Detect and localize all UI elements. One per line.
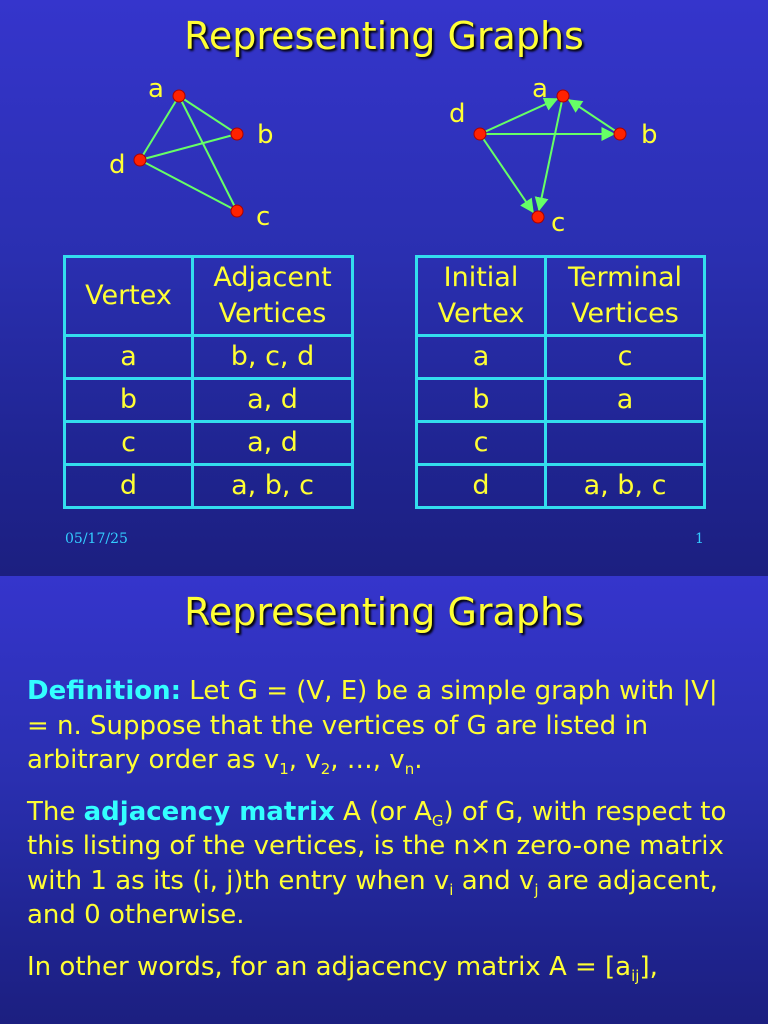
- label-a: a: [148, 74, 164, 104]
- cell-terminal: a: [546, 379, 705, 422]
- edge-a-c: [179, 96, 237, 211]
- footer-date: 05/17/25: [65, 531, 128, 547]
- text-run: .: [414, 745, 423, 775]
- header-terminal-vertices: [546, 257, 705, 336]
- header-line-2: Vertex: [437, 298, 525, 329]
- edge-d-c: [140, 160, 237, 211]
- vertex-b: [231, 128, 243, 140]
- subscript: ij: [631, 966, 640, 985]
- adjacency-list-table: [63, 255, 354, 509]
- label-c: c: [256, 202, 271, 232]
- label-c: c: [551, 208, 566, 238]
- label-d: d: [109, 150, 126, 180]
- cell-initial: b: [417, 379, 546, 422]
- cell-terminal: a, b, c: [546, 465, 705, 508]
- cell-initial: a: [417, 336, 546, 379]
- vertex-a: [173, 90, 185, 102]
- table-row: [65, 465, 353, 508]
- subscript: i: [449, 880, 454, 899]
- vertex-b: [614, 128, 626, 140]
- text-run: are adjacent, and 0 otherwise.: [27, 865, 718, 930]
- cell-vertex: d: [65, 465, 193, 508]
- cell-terminal: [546, 422, 705, 465]
- text-run: A (or A: [334, 796, 432, 827]
- in-other-words-paragraph: [27, 950, 742, 985]
- page-number: 1: [695, 531, 704, 547]
- vertex-d: [474, 128, 486, 140]
- slide-2-title: Representing Graphs: [184, 590, 584, 634]
- adjacency-matrix-paragraph: [27, 795, 742, 933]
- header-line-1: Terminal: [567, 262, 683, 293]
- table-row: [417, 422, 705, 465]
- arc-b-a: [569, 100, 620, 134]
- cell-initial: c: [417, 422, 546, 465]
- cell-vertex: a: [65, 336, 193, 379]
- cell-adjacent: a, d: [193, 422, 353, 465]
- header-line-1: Adjacent: [213, 262, 332, 293]
- cell-terminal: c: [546, 336, 705, 379]
- label-d: d: [449, 99, 466, 129]
- text-run: The: [27, 796, 84, 827]
- header-initial-vertex: [417, 257, 546, 336]
- subscript: 1: [279, 760, 289, 778]
- table-row: [65, 422, 353, 465]
- slide-1-title: Representing Graphs: [184, 14, 584, 58]
- text-run: In other words, for an adjacency matrix A = [a: [27, 951, 632, 982]
- header-vertex: Vertex: [65, 257, 193, 336]
- vertex-c: [231, 205, 243, 217]
- subscript: G: [431, 811, 444, 830]
- arc-d-a: [480, 99, 557, 134]
- cell-adjacent: b, c, d: [193, 336, 353, 379]
- label-b: b: [257, 120, 274, 150]
- table-row: [417, 465, 705, 508]
- header-line-2: Vertices: [571, 298, 679, 329]
- table-row: [65, 379, 353, 422]
- directed-graph: [440, 70, 680, 240]
- cell-initial: d: [417, 465, 546, 508]
- table-row: [417, 379, 705, 422]
- table-row: [417, 336, 705, 379]
- label-b: b: [641, 120, 658, 150]
- table-row: [65, 336, 353, 379]
- subscript: n: [404, 760, 415, 778]
- label-a: a: [532, 74, 548, 104]
- definition-paragraph: [27, 674, 742, 778]
- cell-vertex: c: [65, 422, 193, 465]
- text-run: ) of G, with respect to this listing of the vertices, is the n×n zero-one matrix with 1 as its (i, j)th entry when v: [27, 796, 727, 896]
- vertex-d: [134, 154, 146, 166]
- text-run: ],: [639, 951, 658, 982]
- vertex-a: [557, 90, 569, 102]
- slide-2-body: [27, 674, 742, 1001]
- header-line-1: Initial: [443, 262, 519, 293]
- text-run: , …, v: [330, 745, 405, 775]
- text-run: , v: [288, 745, 321, 775]
- cell-vertex: b: [65, 379, 193, 422]
- header-line-2: Vertices: [218, 298, 327, 329]
- definition-label: Definition:: [27, 676, 182, 706]
- cell-adjacent: a, b, c: [193, 465, 353, 508]
- arc-d-c: [480, 134, 533, 212]
- cell-adjacent: a, d: [193, 379, 353, 422]
- terminal-vertices-table: [415, 255, 706, 509]
- slide-2: [0, 576, 768, 1024]
- subscript: 2: [320, 760, 331, 778]
- text-run: Let G = (V, E) be a simple graph with |V| = n. Suppose that the vertices of G are listed in arbitrary order as v: [27, 676, 718, 775]
- vertex-c: [532, 211, 544, 223]
- arc-a-c: [539, 96, 563, 210]
- text-run: and v: [453, 865, 535, 896]
- undirected-graph: [100, 70, 300, 240]
- header-adjacent-vertices: [193, 257, 353, 336]
- subscript: j: [534, 880, 539, 899]
- adjacency-matrix-term: adjacency matrix: [83, 796, 335, 827]
